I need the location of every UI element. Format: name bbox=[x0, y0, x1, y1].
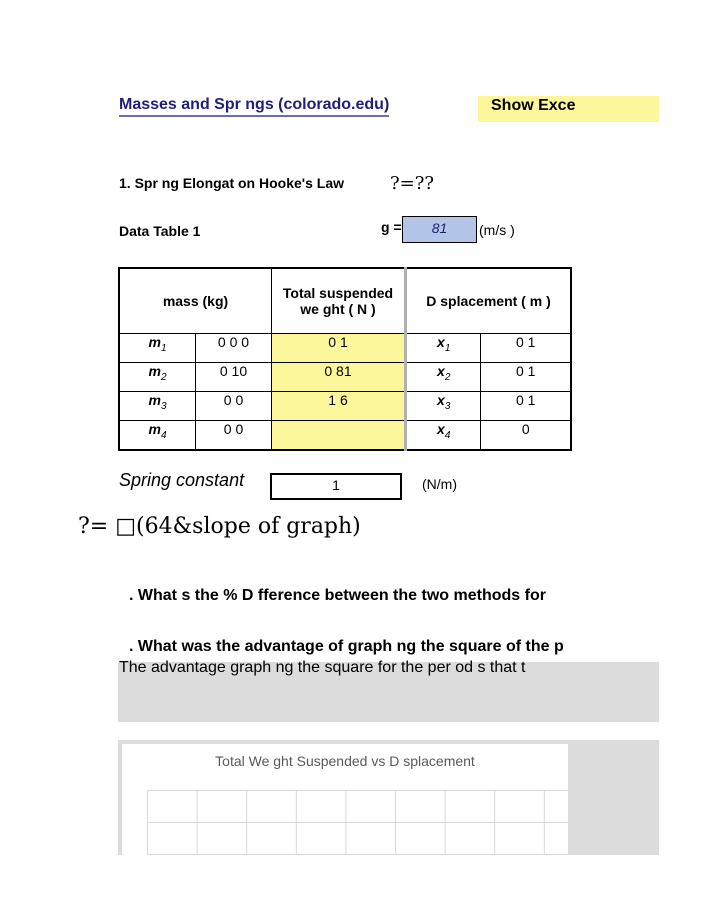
table-row bbox=[119, 392, 571, 421]
answer-text[interactable]: The advantage graph ng the square for the per od s that t bbox=[119, 659, 526, 676]
mass-var-cell: $m_1$ bbox=[119, 334, 196, 363]
question-3: . What was the advantage of graph ng the square of the p bbox=[129, 638, 564, 655]
disp-cell[interactable]: 0 1 bbox=[481, 363, 571, 392]
mass-cell[interactable]: 0 0 bbox=[196, 421, 272, 451]
disp-cell[interactable]: 0 1 bbox=[481, 392, 571, 421]
chart-gridlines bbox=[147, 790, 568, 855]
table-row bbox=[119, 363, 571, 392]
disp-cell[interactable]: 0 bbox=[481, 421, 571, 451]
question-2: . What s the % D fference between the two methods for bbox=[129, 587, 546, 604]
chart-title: Total We ght Suspended vs D splacement bbox=[215, 753, 475, 769]
simulation-link[interactable]: Masses and Spr ngs (colorado.edu) bbox=[119, 96, 389, 117]
gravity-input[interactable]: 81 bbox=[402, 216, 477, 243]
weight-cell[interactable]: 0 81 bbox=[272, 363, 406, 392]
weight-header bbox=[272, 268, 406, 334]
displacement-header: D splacement ( m ) bbox=[406, 268, 572, 334]
mass-cell[interactable]: 0 10 bbox=[196, 363, 272, 392]
weight-header-line2: we ght ( N ) bbox=[300, 301, 376, 317]
mass-cell[interactable]: 0 0 bbox=[196, 392, 272, 421]
mass-var-cell: $m_2$ bbox=[119, 363, 196, 392]
weight-cell[interactable] bbox=[272, 421, 406, 451]
mass-var-cell: $m_3$ bbox=[119, 392, 196, 421]
table-row bbox=[119, 421, 571, 451]
gravity-label: g = bbox=[381, 219, 402, 235]
data-table-label: Data Table 1 bbox=[119, 223, 201, 239]
hookes-law-formula: ?=?? bbox=[390, 173, 435, 194]
mass-header: mass (kg) bbox=[119, 268, 272, 334]
disp-cell[interactable]: 0 1 bbox=[481, 334, 571, 363]
spring-constant-units: (N/m) bbox=[422, 476, 457, 492]
weight-cell[interactable]: 1 6 bbox=[272, 392, 406, 421]
weight-cell[interactable]: 0 1 bbox=[272, 334, 406, 363]
disp-var-cell: $x_1$ bbox=[406, 334, 481, 363]
spring-constant-label: Spring constant bbox=[119, 470, 245, 490]
disp-var-cell: $x_3$ bbox=[406, 392, 481, 421]
chart-area[interactable] bbox=[122, 744, 568, 855]
disp-var-cell: $x_2$ bbox=[406, 363, 481, 392]
gravity-units: (m/s ) bbox=[479, 222, 515, 238]
mass-cell[interactable]: 0 0 0 bbox=[196, 334, 272, 363]
slope-formula: ?= □(64&slope of graph) bbox=[78, 514, 361, 539]
section-heading: 1. Spr ng Elongat on Hooke's Law bbox=[119, 175, 345, 191]
disp-var-cell: $x_4$ bbox=[406, 421, 481, 451]
show-excel-button[interactable]: Show Exce bbox=[478, 96, 659, 122]
mass-var-cell: $m_4$ bbox=[119, 421, 196, 451]
weight-header-line1: Total suspended bbox=[282, 285, 394, 301]
spring-constant-input[interactable]: 1 bbox=[270, 473, 402, 500]
data-table-1 bbox=[118, 267, 572, 451]
table-row bbox=[119, 334, 571, 363]
